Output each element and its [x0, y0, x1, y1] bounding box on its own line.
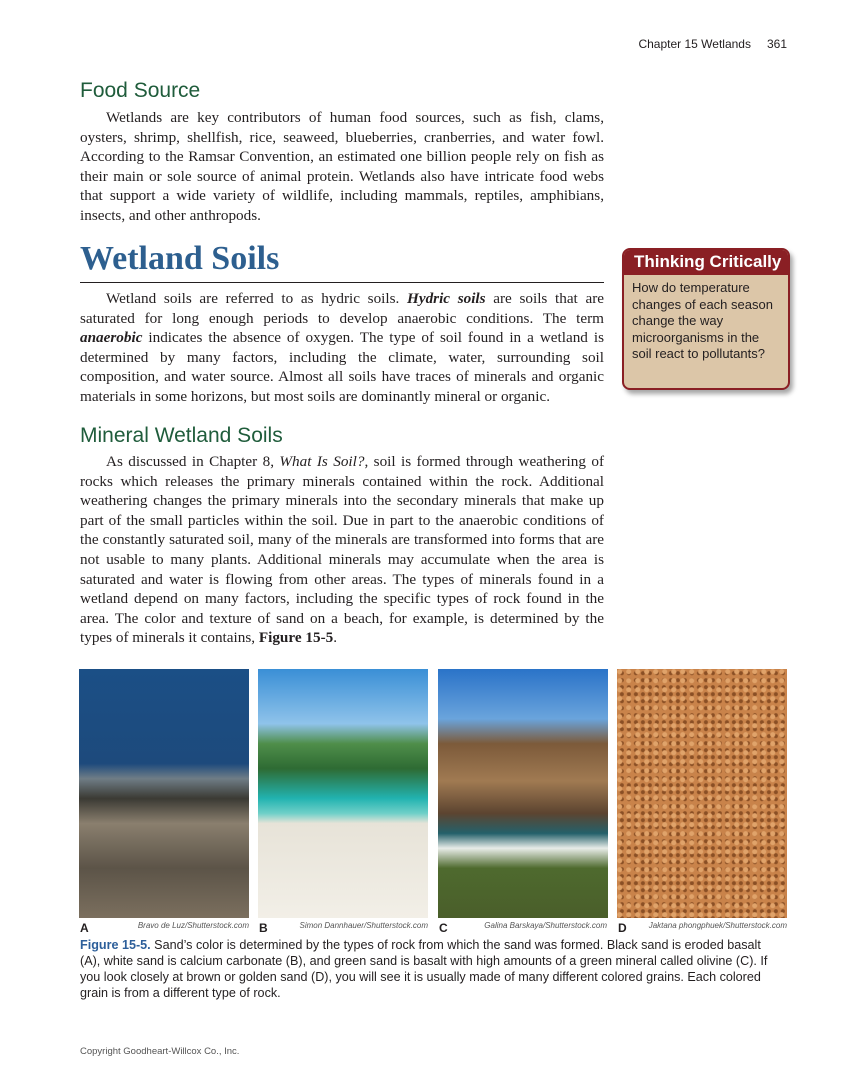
thinking-critically-title: Thinking Critically: [624, 250, 788, 275]
text: As discussed in Chapter 8,: [106, 453, 280, 470]
mineral-soils-paragraph: [80, 452, 604, 648]
photo-credit-b: Simon Dannhauer/Shutterstock.com: [299, 921, 428, 930]
thinking-critically-box: [622, 248, 790, 390]
text: .: [333, 629, 338, 647]
figure-reference: Figure 15-5: [258, 629, 334, 647]
page-number: 361: [766, 37, 787, 51]
term-hydric-soils: Hydric soils: [407, 290, 486, 307]
panel-label-b: B: [259, 921, 268, 935]
running-header: [638, 37, 787, 51]
title-rule: [80, 282, 604, 283]
text: indicates the absence of oxygen. The type of soil found in a wetland is determined by many factors, including the climate, water, surrounding soil composition, and water source. Almost all soils have traces of minerals and organic materials in some horizons, but most soils are dominantly mineral or organic.: [80, 329, 604, 405]
panel-label-d: D: [618, 921, 627, 935]
photo-credit-c: Galina Barskaya/Shutterstock.com: [484, 921, 607, 930]
photo-credit-d: Jaktana phongphuek/Shutterstock.com: [648, 921, 787, 930]
chapter-reference: What Is Soil?: [279, 453, 365, 470]
food-source-heading: Food Source: [80, 79, 201, 102]
figure-caption-text: Sand’s color is determined by the types of rock from which the sand was formed. Black sand is eroded basalt (A), white sand is calcium carbonate (B), and green sand is basalt with high amounts of a green mineral called olivine (C). If you look closely at brown or golden sand (D), you will see it is usually made of many different colored grains. Each colored grain is from a different type of rock.: [80, 938, 768, 1000]
photo-credit-a: Bravo de Luz/Shutterstock.com: [137, 921, 249, 930]
chapter-label: Chapter 15 Wetlands: [638, 37, 751, 51]
panel-label-a: A: [80, 921, 89, 935]
photo-white-sand: [258, 669, 428, 918]
wetland-soils-paragraph: [80, 289, 604, 407]
food-source-paragraph: Wetlands are key contributors of human food sources, such as fish, clams, oysters, shrimp, shellfish, rice, seaweed, blueberries, cranberries, and water fowl. According to the Ramsar Convention, an estimated one billion people rely on fish as their main or sole source of animal protein. Wetlands also have intricate food webs that support a wide variety of wildlife, including mammals, reptiles, amphibians, insects, and other anthropods.: [80, 109, 604, 224]
term-anaerobic: anaerobic: [80, 329, 143, 347]
photo-black-sand: [79, 669, 249, 918]
thinking-critically-question: How do temperature changes of each season change the way microorganisms in the soil react to pollutants?: [632, 280, 773, 361]
photo-golden-sand: [617, 669, 787, 918]
figure-caption: [80, 937, 780, 1001]
text: , soil is formed through weathering of rocks which releases the primary minerals contained within the rock. Additional weathering changes the primary minerals into the secondary minerals that make up part of the small particles within the soil. Due in part to the anaerobic conditions of the constantly saturated soil, many of the minerals are transformed into forms that are not usable to many plants. Additional minerals may accumulate when the area is saturated and water is flowing from other areas. The types of minerals found in a wetland depend on many factors, including the specific types of rock found in the area. The color and texture of sand on a beach, for example, is determined by the types of minerals it contains,: [80, 453, 604, 647]
figure-caption-label: Figure 15-5.: [80, 938, 151, 952]
text: are soils that are saturated for long enough periods to develop anaerobic conditions. The term: [80, 290, 604, 327]
wetland-soils-title: Wetland Soils: [80, 240, 280, 277]
mineral-soils-heading: Mineral Wetland Soils: [80, 424, 283, 447]
text: Wetland soils are referred to as hydric soils.: [106, 290, 408, 307]
panel-label-c: C: [439, 921, 448, 935]
copyright-footer: Copyright Goodheart-Willcox Co., Inc.: [80, 1046, 240, 1057]
photo-green-sand: [438, 669, 608, 918]
